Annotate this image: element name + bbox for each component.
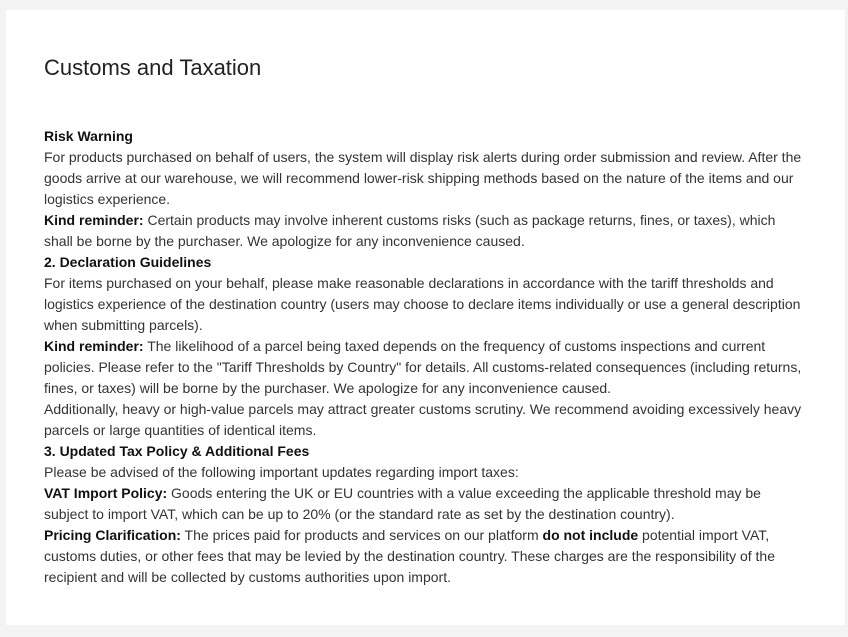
section-heading-risk-warning: Risk Warning [44, 128, 133, 144]
kind-reminder-label: Kind reminder: [44, 212, 144, 228]
vat-label: VAT Import Policy: [44, 485, 168, 501]
kind-reminder-label: Kind reminder: [44, 338, 144, 354]
vat-text: Goods entering the UK or EU countries with a value exceeding the applicable threshold may be subject to import VAT, which can be up to 20% (or the standard rate as set by the destination country). [44, 485, 761, 522]
pricing-label: Pricing Clarification: [44, 527, 181, 543]
section-heading-declaration: 2. Declaration Guidelines [44, 254, 212, 270]
declaration-kind-reminder [44, 336, 806, 399]
pricing-clarification [44, 525, 806, 588]
declaration-text: For items purchased on your behalf, please make reasonable declarations in accordance with the tariff thresholds and logistics experience of the destination country (users may choose to declare items individually or use a general description when submitting parcels). [44, 275, 801, 333]
article-body [44, 126, 806, 588]
declaration-additional-text: Additionally, heavy or high-value parcels may attract greater customs scrutiny. We recommend avoiding excessively heavy parcels or large quantities of identical items. [44, 401, 802, 438]
risk-warning-text: For products purchased on behalf of users, the system will display risk alerts during order submission and review. After the goods arrive at our warehouse, we will recommend lower-risk shipping methods based on the nature of the items and our logistics experience. [44, 149, 802, 207]
vat-import-policy [44, 483, 806, 525]
kind-reminder-text: Certain products may involve inherent customs risks (such as package returns, fines, or taxes), which shall be borne by the purchaser. We apologize for any inconvenience caused. [44, 212, 776, 249]
pricing-text-part-2: potential import VAT, customs duties, or other fees that may be levied by the destination country. These charges are the responsibility of the recipient and will be collected by customs authorities upon import. [44, 527, 775, 585]
risk-kind-reminder [44, 210, 806, 252]
section-heading-tax-policy: 3. Updated Tax Policy & Additional Fees [44, 443, 310, 459]
kind-reminder-text: The likelihood of a parcel being taxed depends on the frequency of customs inspections and current policies. Please refer to the "Tariff Thresholds by Country" for details. All customs-related consequences (including returns, fines, or taxes) will be borne by the purchaser. We apologize for any inconvenience caused. [44, 338, 802, 396]
tax-intro-text: Please be advised of the following important updates regarding import taxes: [44, 464, 519, 480]
pricing-emphasis: do not include [542, 527, 639, 543]
pricing-text-part-1: The prices paid for products and services on our platform [180, 527, 543, 543]
page-title: Customs and Taxation [44, 55, 262, 80]
content-card [6, 10, 845, 625]
